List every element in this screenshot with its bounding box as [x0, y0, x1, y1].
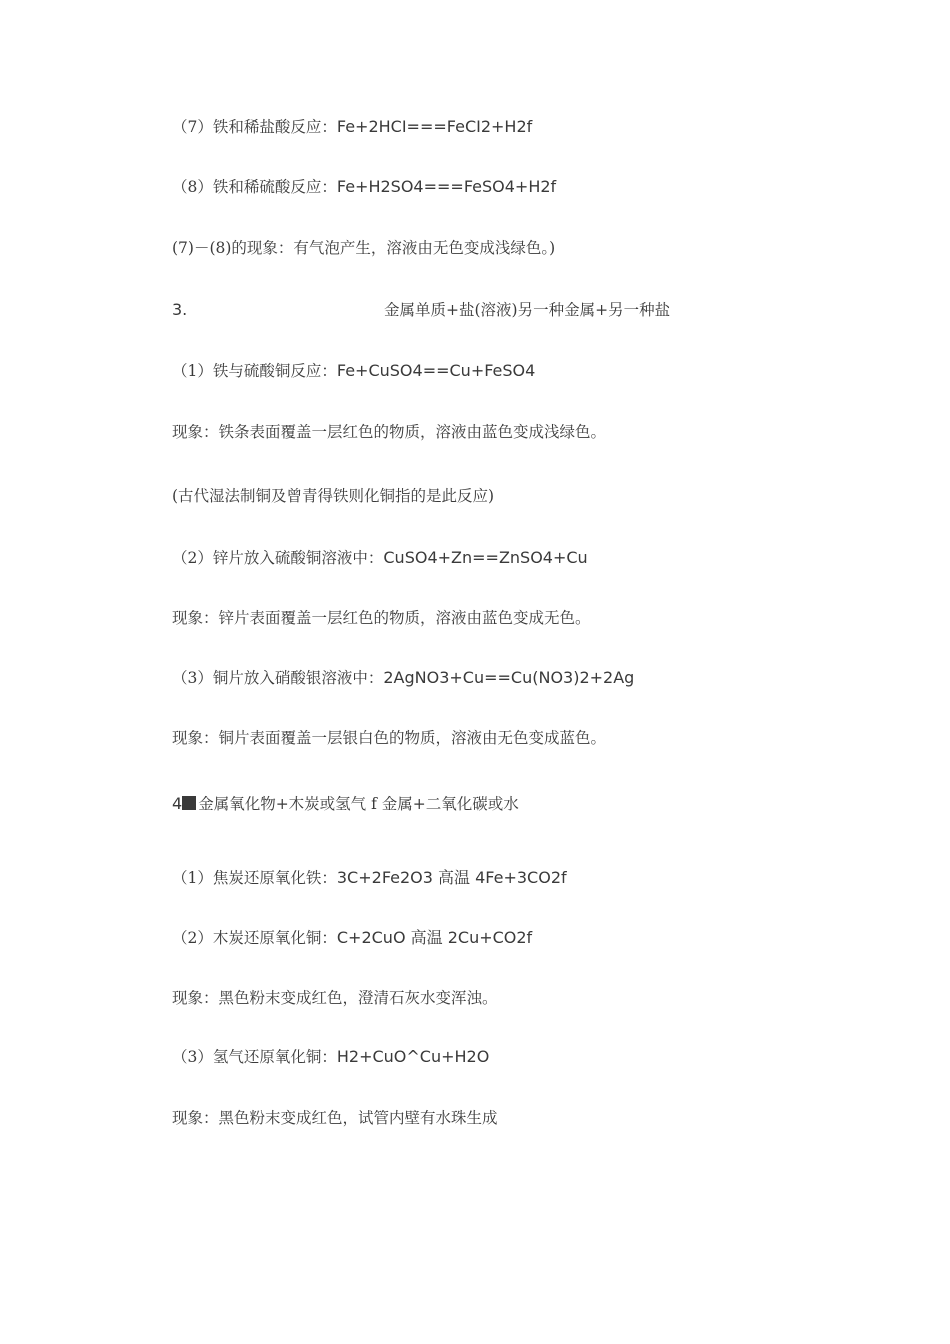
reaction-3-1-label: （1）铁与硫酸铜反应：: [172, 362, 337, 380]
reaction-3-2-formula: CuSO4+Zn==ZnSO4+Cu: [383, 548, 588, 567]
phenomenon-3-3: 现象：铜片表面覆盖一层银白色的物质，溶液由无色变成蓝色。: [172, 729, 607, 747]
reaction-8-formula: Fe+H2SO4===FeSO4+H2f: [336, 177, 557, 196]
reaction-8-line: [172, 176, 556, 198]
reaction-3-3-label: （3）铜片放入硝酸银溶液中：: [172, 669, 384, 687]
phenomenon-3-1: 现象：铁条表面覆盖一层红色的物质，溶液由蓝色变成浅绿色。: [172, 423, 607, 441]
reaction-7-label: （7）铁和稀盐酸反应：: [172, 118, 337, 136]
reaction-4-3-formula: H2+CuO^Cu+H2O: [336, 1047, 490, 1066]
reaction-4-2-line: [172, 927, 532, 949]
reaction-4-1-label: （1）焦炭还原氧化铁：: [172, 869, 337, 887]
reaction-8-label: （8）铁和稀硫酸反应：: [172, 178, 337, 196]
phenomenon-7-8: (7)－(8)的现象：有气泡产生，溶液由无色变成浅绿色。): [172, 239, 556, 257]
historical-note: (古代湿法制铜及曾青得铁则化铜指的是此反应): [172, 487, 495, 505]
phenomenon-3-2: 现象：锌片表面覆盖一层红色的物质，溶液由蓝色变成无色。: [172, 609, 591, 627]
reaction-3-1-line: [172, 360, 535, 382]
section-3-heading: [172, 299, 670, 321]
reaction-4-3-label: （3）氢气还原氧化铜：: [172, 1048, 337, 1066]
section-4-title: 金属氧化物+木炭或氢气 f 金属+二氧化碳或水: [198, 795, 519, 813]
reaction-3-3-formula: 2AgNO3+Cu==Cu(NO3)2+2Ag: [383, 668, 635, 687]
reaction-3-1-formula: Fe+CuSO4==Cu+FeSO4: [336, 361, 536, 380]
section-4-heading: [172, 793, 519, 815]
reaction-7-line: [172, 116, 532, 138]
reaction-4-1-line: [172, 867, 567, 889]
reaction-4-3-line: [172, 1046, 489, 1068]
section-4-number: 4: [172, 794, 183, 813]
reaction-7-formula: Fe+2HCI===FeCI2+H2f: [336, 117, 533, 136]
reaction-4-1-formula: 3C+2Fe2O3 高温 4Fe+3CO2f: [336, 868, 567, 887]
square-bullet-icon: [182, 796, 196, 810]
reaction-3-2-line: [172, 547, 588, 569]
reaction-3-2-label: （2）锌片放入硫酸铜溶液中：: [172, 549, 384, 567]
reaction-4-2-label: （2）木炭还原氧化铜：: [172, 929, 337, 947]
reaction-3-3-line: [172, 667, 634, 689]
phenomenon-4-3: 现象：黑色粉末变成红色，试管内壁有水珠生成: [172, 1109, 498, 1127]
reaction-4-2-formula: C+2CuO 高温 2Cu+CO2f: [336, 928, 533, 947]
section-3-number: 3.: [172, 300, 188, 319]
section-3-title: 金属单质+盐(溶液)另一种金属+另一种盐: [384, 301, 671, 319]
phenomenon-4-2: 现象：黑色粉末变成红色，澄清石灰水变浑浊。: [172, 989, 498, 1007]
